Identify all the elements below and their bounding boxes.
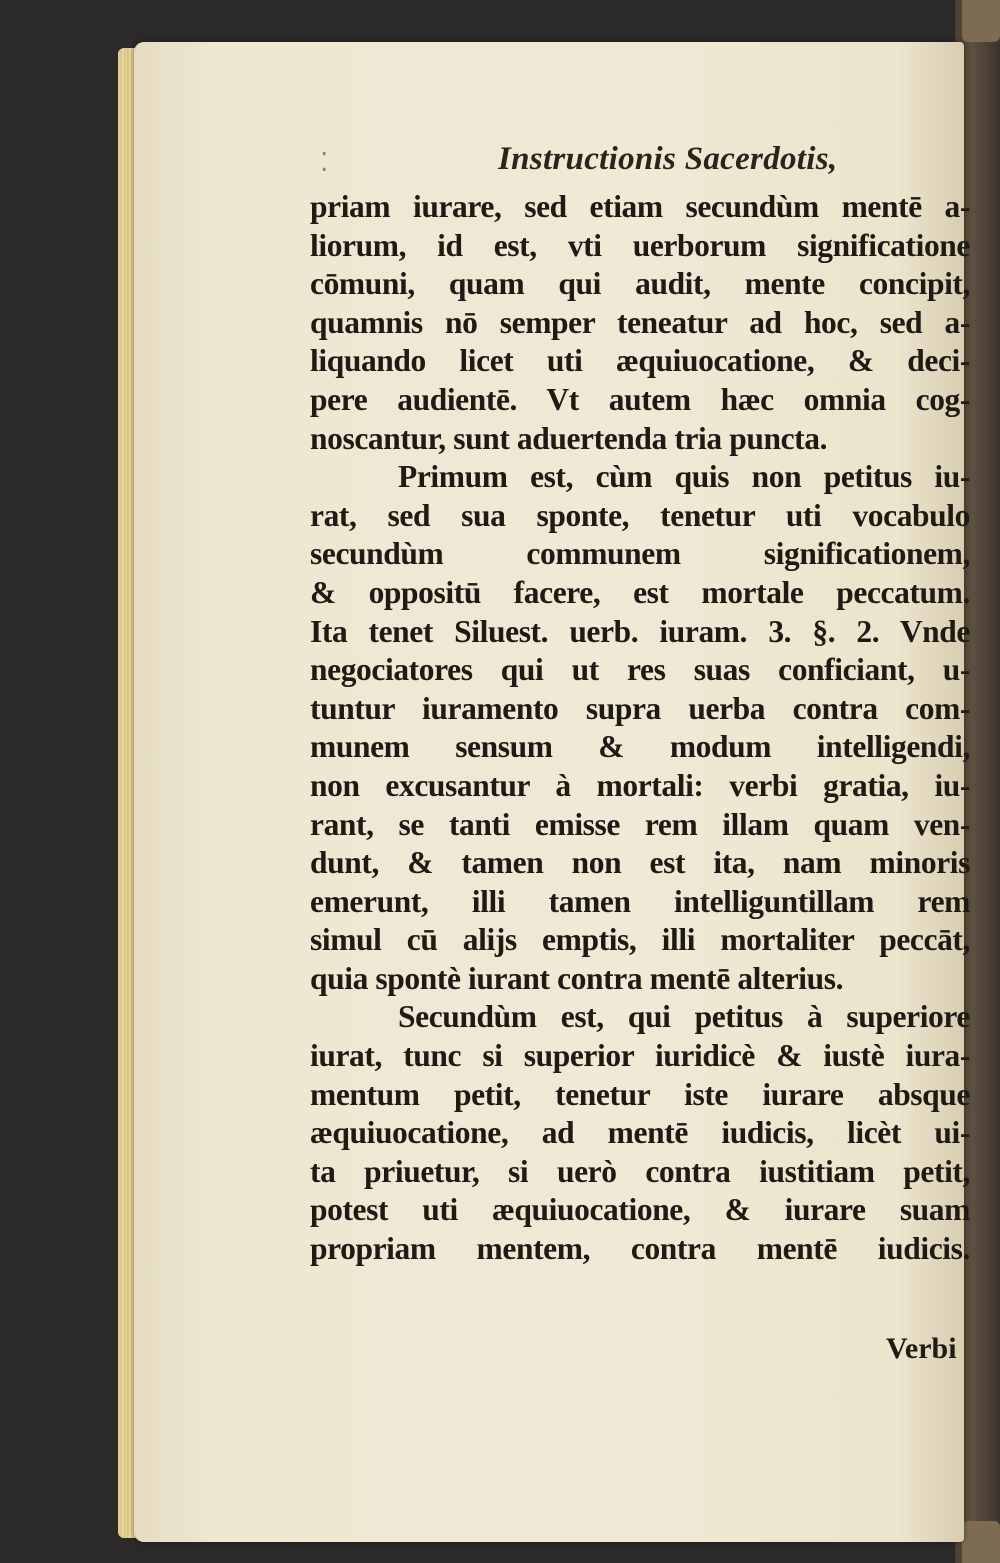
text-line: rat, sed sua sponte, tenetur uti vocabulo (310, 497, 970, 533)
text-line: dunt, & tamen non est ita, nam minoris (310, 845, 970, 881)
body-text (310, 188, 970, 1269)
text-line: propriam mentem, contra mentē iudicis. (310, 1231, 970, 1267)
text-line: æquiuocatione, ad mentē iudicis, licèt ui- (310, 1115, 970, 1151)
running-head: Instructionis Sacerdotis, (498, 141, 838, 177)
text-line: ta priuetur, si uerò contra iustitiam petit, (310, 1153, 970, 1189)
text-line: liorum, id est, vti uerborum significatione (310, 227, 970, 263)
text-line: non excusantur à mortali: verbi gratia, iu- (310, 767, 970, 803)
text-line: liquando licet uti æquiuocatione, & deci- (310, 343, 970, 379)
text-line: pere audientē. Vt autem hæc omnia cog- (310, 381, 970, 417)
text-line: noscantur, sunt aduertenda tria puncta. (310, 420, 828, 456)
catchword: Verbi (886, 1332, 957, 1365)
text-line: emerunt, illi tamen intelliguntillam rem (310, 883, 970, 919)
text-line: munem sensum & modum intelligendi, (310, 729, 970, 765)
text-line: Primum est, cùm quis non petitus iu- (398, 459, 970, 495)
text-line: priam iurare, sed etiam secundùm mentē a- (310, 189, 970, 224)
text-line: iurat, tunc si superior iuridicè & iustè iura- (310, 1038, 970, 1074)
binding-cap-bottom (962, 1521, 1000, 1563)
margin-smudge: ⁚ (320, 148, 329, 177)
text-line: secundùm communem significationem, (310, 536, 970, 572)
text-line: cōmuni, quam qui audit, mente concipit, (310, 266, 970, 302)
text-line: Ita tenet Siluest. uerb. iuram. 3. §. 2. Vnde (310, 613, 970, 649)
text-line: Secundùm est, qui petitus à superiore (398, 999, 970, 1035)
text-line: rant, se tanti emisse rem illam quam ven- (310, 806, 970, 842)
text-line: tuntur iuramento supra uerba contra com- (310, 690, 970, 726)
binding-cap-top (962, 0, 1000, 42)
text-line: potest uti æquiuocatione, & iurare suam (310, 1192, 970, 1228)
text-line: simul cū alijs emptis, illi mortaliter peccāt, (310, 922, 970, 958)
text-line: & oppositū facere, est mortale peccatum. (310, 574, 970, 610)
text-line: quia spontè iurant contra mentē alterius. (310, 960, 844, 996)
text-line: mentum petit, tenetur iste iurare absque (310, 1076, 970, 1112)
text-line: quamnis nō semper teneatur ad hoc, sed a- (310, 304, 970, 340)
text-line: negociatores qui ut res suas conficiant, u- (310, 652, 970, 688)
